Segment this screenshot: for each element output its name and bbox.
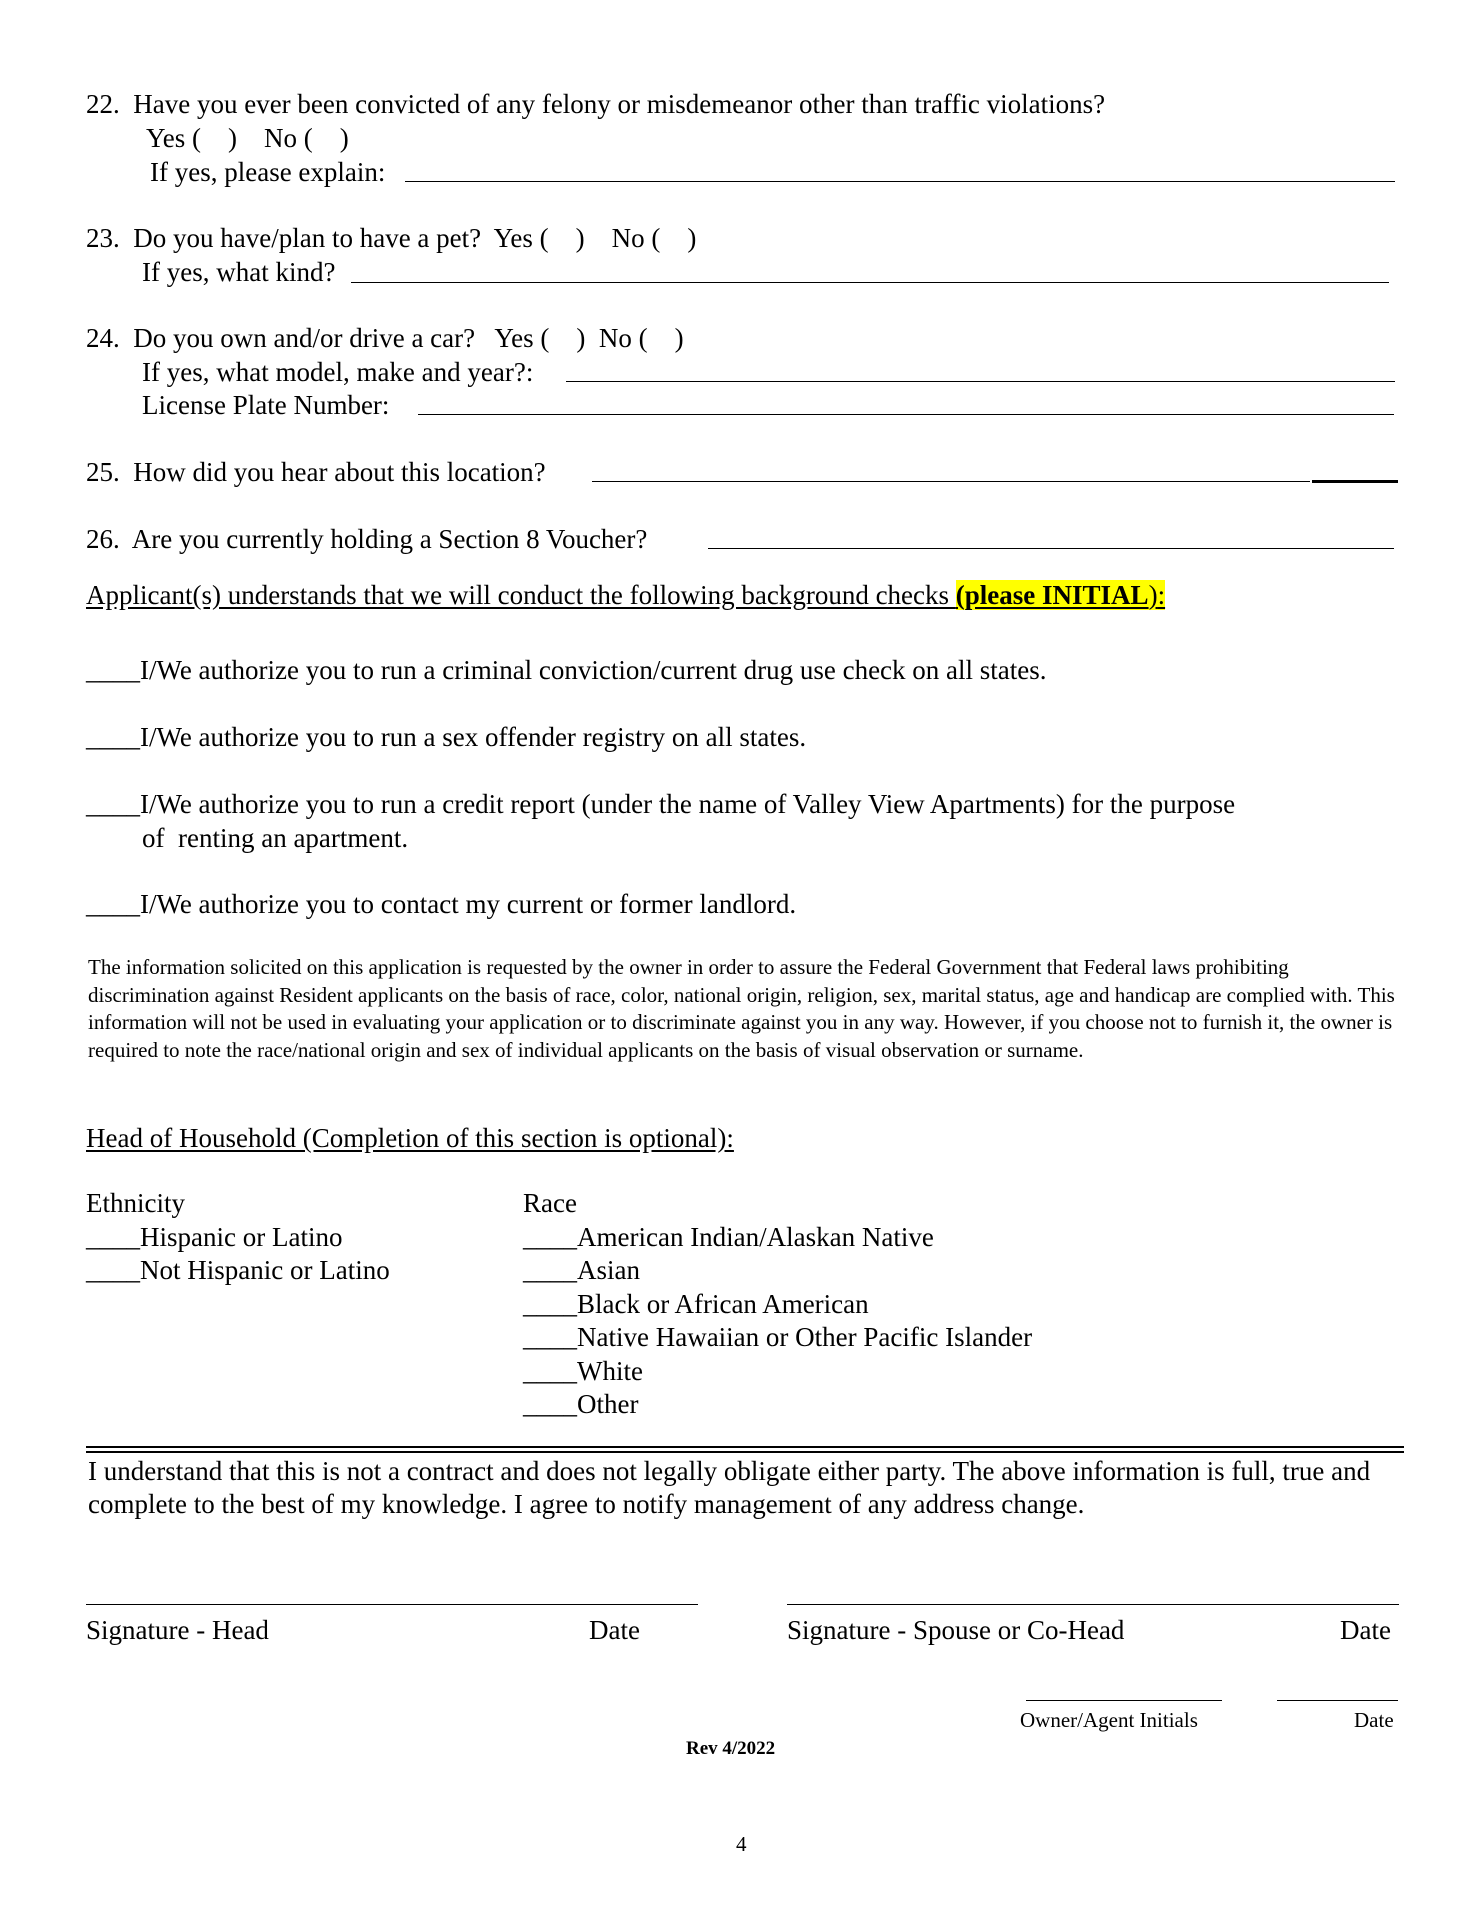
ethnicity-blank[interactable]: ____ (86, 1222, 140, 1252)
signature-head-label: Signature - Head (86, 1615, 269, 1645)
initial-blank[interactable]: ____ (86, 889, 140, 919)
please-initial-highlight (956, 580, 1165, 610)
section-divider-bottom (86, 1451, 1404, 1453)
race-blank[interactable]: ____ (523, 1289, 577, 1319)
signature-spouse-line[interactable] (787, 1604, 1399, 1605)
q24-plate-field[interactable] (418, 414, 1394, 415)
race-blank[interactable]: ____ (523, 1322, 577, 1352)
race-blank[interactable]: ____ (523, 1222, 577, 1252)
auth-item-credit[interactable] (86, 788, 1235, 820)
race-blank[interactable]: ____ (523, 1389, 577, 1419)
highlight-text: please INITIAL (964, 580, 1149, 610)
q22-yes-no[interactable]: Yes ( ) No ( ) (146, 123, 349, 153)
initial-blank[interactable]: ____ (86, 789, 140, 819)
auth-item-text: I/We authorize you to contact my current or former landlord. (140, 889, 797, 919)
ethnicity-label: Ethnicity (86, 1188, 185, 1218)
q26-field[interactable] (708, 548, 1394, 549)
agreement-statement: I understand that this is not a contract and does not legally obligate either party. The above information is full, true and complete to the best of my knowledge. I agree to notify management of any address change. (88, 1456, 1371, 1519)
owner-date-line[interactable] (1277, 1700, 1398, 1701)
owner-initials-label: Owner/Agent Initials (1020, 1708, 1198, 1732)
signature-head-date-label: Date (589, 1615, 640, 1645)
auth-item-landlord[interactable] (86, 888, 796, 920)
signature-spouse-label: Signature - Spouse or Co-Head (787, 1615, 1125, 1645)
ethnicity-option-hispanic[interactable] (86, 1221, 342, 1253)
q23-kind-field[interactable] (351, 282, 1389, 283)
race-option-pacific-islander[interactable] (523, 1321, 1032, 1353)
ethnicity-blank[interactable]: ____ (86, 1255, 140, 1285)
auth-item-credit-continued: of renting an apartment. (142, 823, 409, 853)
background-intro-text: Applicant(s) understands that we will conduct the following background checks (86, 580, 956, 610)
q24-model-label: If yes, what model, make and year?: (142, 357, 534, 387)
background-intro (86, 579, 1165, 611)
initial-blank[interactable]: ____ (86, 722, 140, 752)
q22-explain-field[interactable] (405, 181, 1395, 182)
revision-label: Rev 4/2022 (686, 1738, 776, 1759)
race-option-white[interactable] (523, 1355, 643, 1387)
auth-item-text: I/We authorize you to run a criminal conviction/current drug use check on all states. (140, 655, 1047, 685)
race-label: Race (523, 1188, 577, 1218)
race-option-black[interactable] (523, 1288, 869, 1320)
signature-head-line[interactable] (86, 1604, 698, 1605)
q24-model-field[interactable] (566, 381, 1395, 382)
q22-explain-label: If yes, please explain: (150, 157, 386, 187)
q24-question[interactable]: 24. Do you own and/or drive a car? Yes ( ) No ( ) (86, 323, 684, 353)
q25-question: 25. How did you hear about this location? (86, 457, 546, 487)
highlight-close: ) (1148, 580, 1158, 610)
q24-plate-label: License Plate Number: (142, 390, 390, 420)
race-option-label: American Indian/Alaskan Native (577, 1222, 934, 1252)
auth-item-text: I/We authorize you to run a credit report (under the name of Valley View Apartments) for the purpose (140, 789, 1236, 819)
auth-item-criminal[interactable] (86, 654, 1047, 686)
race-option-label: Other (577, 1389, 639, 1419)
race-option-other[interactable] (523, 1388, 638, 1420)
household-heading: Head of Household (Completion of this section is optional): (86, 1123, 734, 1153)
section-divider-top (86, 1446, 1404, 1448)
race-option-american-indian[interactable] (523, 1221, 934, 1253)
race-option-label: Asian (577, 1255, 640, 1285)
ethnicity-option-not-hispanic[interactable] (86, 1254, 390, 1286)
owner-initials-line[interactable] (1026, 1700, 1222, 1701)
q23-question[interactable]: 23. Do you have/plan to have a pet? Yes ( ) No ( ) (86, 223, 697, 253)
auth-item-sex-offender[interactable] (86, 721, 806, 753)
race-option-label: White (577, 1356, 643, 1386)
auth-item-text: I/We authorize you to run a sex offender registry on all states. (140, 722, 807, 752)
race-option-label: Native Hawaiian or Other Pacific Islander (577, 1322, 1033, 1352)
race-blank[interactable]: ____ (523, 1255, 577, 1285)
highlight-colon: : (1157, 580, 1166, 610)
q23-kind-label: If yes, what kind? (142, 257, 336, 287)
q25-field-end (1312, 480, 1398, 483)
race-blank[interactable]: ____ (523, 1356, 577, 1386)
signature-spouse-date-label: Date (1340, 1615, 1391, 1645)
ethnicity-option-label: Hispanic or Latino (140, 1222, 343, 1252)
highlight-open: ( (955, 580, 965, 610)
q26-question: 26. Are you currently holding a Section 8 Voucher? (86, 524, 648, 554)
q25-field[interactable] (592, 481, 1310, 482)
ethnicity-option-label: Not Hispanic or Latino (140, 1255, 390, 1285)
race-option-asian[interactable] (523, 1254, 640, 1286)
initial-blank[interactable]: ____ (86, 655, 140, 685)
page-number: 4 (736, 1832, 747, 1856)
q22-question: 22. Have you ever been convicted of any felony or misdemeanor other than traffic violations? (86, 89, 1106, 119)
disclosure-paragraph: The information solicited on this application is requested by the owner in order to assure the Federal Government that Federal laws prohibiting discrimination against Resident applicants on the basis of race, color, national origin, religion, sex, marital status, age and handicap are complied with. This information will not be used in evaluating your application or to discriminate against you in any way. However, if you choose not to furnish it, the owner is required to note the race/national origin and sex of individual applicants on the basis of visual observation or surname. (88, 955, 1395, 1062)
owner-date-label: Date (1354, 1708, 1394, 1732)
race-option-label: Black or African American (577, 1289, 869, 1319)
